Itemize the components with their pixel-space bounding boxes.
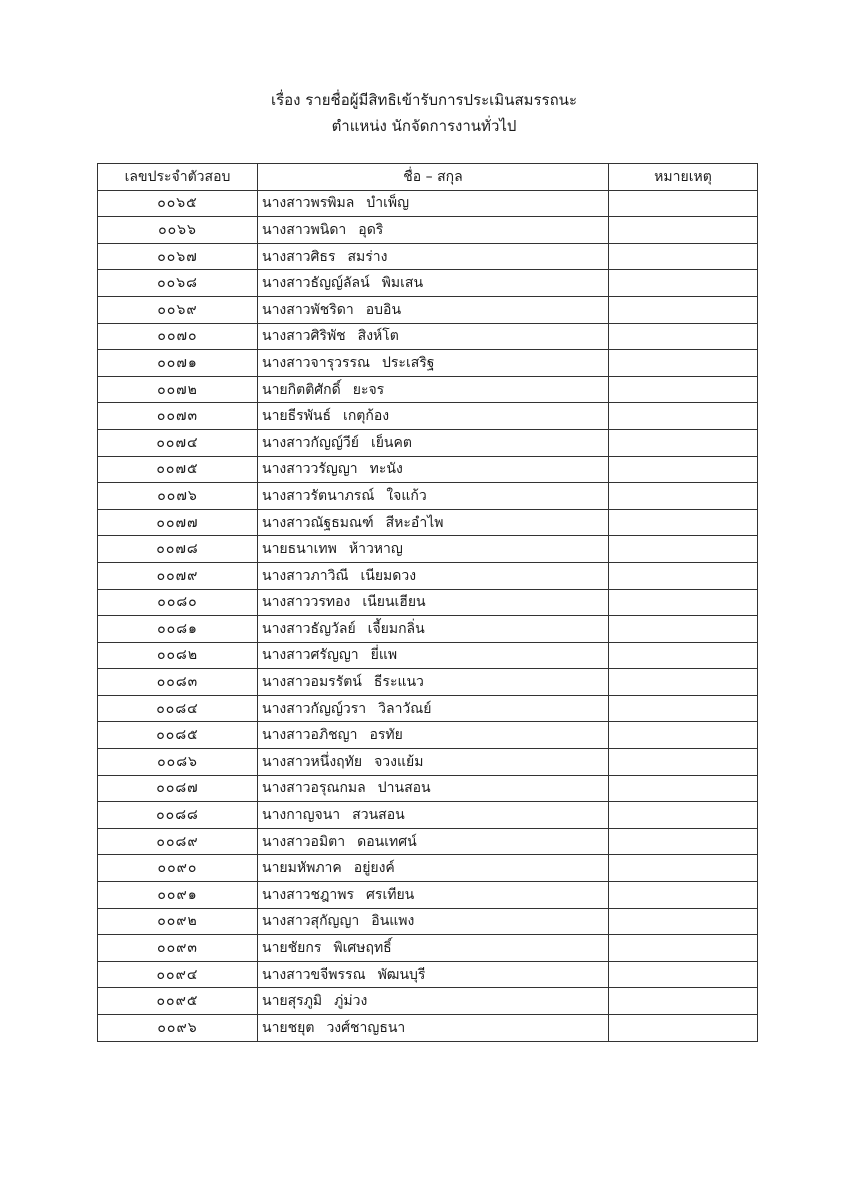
exam-id-cell: ๐๐๘๑ bbox=[98, 616, 258, 643]
table-row bbox=[98, 775, 758, 802]
last-name: บำเพ็ญ bbox=[366, 195, 410, 212]
last-name: อุดริ bbox=[358, 221, 384, 238]
table-row bbox=[98, 855, 758, 882]
full-name-cell bbox=[258, 589, 609, 616]
last-name: สิงห์โต bbox=[357, 328, 399, 345]
table-row bbox=[98, 589, 758, 616]
table-row bbox=[98, 376, 758, 403]
remark-cell bbox=[609, 483, 758, 510]
remark-cell bbox=[609, 882, 758, 909]
exam-id-cell: ๐๐๘๗ bbox=[98, 775, 258, 802]
table-row bbox=[98, 695, 758, 722]
full-name-cell bbox=[258, 376, 609, 403]
first-name: นางสาวพัชริดา bbox=[262, 301, 354, 318]
full-name-cell bbox=[258, 722, 609, 749]
first-name: นายธีรพันธ์ bbox=[262, 408, 332, 425]
table-row bbox=[98, 802, 758, 829]
exam-id-cell: ๐๐๗๖ bbox=[98, 483, 258, 510]
last-name: พัฒนบุรี bbox=[377, 966, 426, 983]
remark-cell bbox=[609, 695, 758, 722]
full-name-cell bbox=[258, 802, 609, 829]
full-name-cell bbox=[258, 828, 609, 855]
first-name: นางสาวหนึ่งฤทัย bbox=[262, 753, 363, 770]
table-row bbox=[98, 669, 758, 696]
last-name: เจี้ยมกลิ่น bbox=[367, 620, 425, 637]
remark-cell bbox=[609, 935, 758, 962]
first-name: นางสาวกัญญ์วีย์ bbox=[262, 434, 359, 451]
first-name: นางสาววรัญญา bbox=[262, 461, 358, 478]
exam-id-cell: ๐๐๗๙ bbox=[98, 562, 258, 589]
exam-id-cell: ๐๐๙๕ bbox=[98, 988, 258, 1015]
header-full-name: ชื่อ – สกุล bbox=[258, 164, 609, 191]
last-name: อินแพง bbox=[371, 913, 415, 930]
last-name: ยี่แพ bbox=[370, 647, 398, 664]
full-name-cell bbox=[258, 403, 609, 430]
remark-cell bbox=[609, 908, 758, 935]
table-row bbox=[98, 323, 758, 350]
exam-id-cell: ๐๐๙๒ bbox=[98, 908, 258, 935]
full-name-cell bbox=[258, 908, 609, 935]
exam-id-cell: ๐๐๗๗ bbox=[98, 509, 258, 536]
table-row bbox=[98, 642, 758, 669]
first-name: นางสาวจารุวรรณ bbox=[262, 354, 371, 371]
full-name-cell bbox=[258, 935, 609, 962]
last-name: ปานสอน bbox=[377, 780, 431, 797]
last-name: ห้าวหาญ bbox=[348, 541, 403, 558]
remark-cell bbox=[609, 642, 758, 669]
table-row bbox=[98, 403, 758, 430]
remark-cell bbox=[609, 403, 758, 430]
remark-cell bbox=[609, 243, 758, 270]
first-name: นางสาวอมรรัตน์ bbox=[262, 674, 362, 691]
remark-cell bbox=[609, 1015, 758, 1042]
first-name: นางสาวสุกัญญา bbox=[262, 913, 360, 930]
exam-id-cell: ๐๐๙๐ bbox=[98, 855, 258, 882]
full-name-cell bbox=[258, 695, 609, 722]
exam-id-cell: ๐๐๗๓ bbox=[98, 403, 258, 430]
header-exam-id: เลขประจำตัวสอบ bbox=[98, 164, 258, 191]
table-row bbox=[98, 828, 758, 855]
remark-cell bbox=[609, 509, 758, 536]
first-name: นางสาวรัตนาภรณ์ bbox=[262, 487, 375, 504]
remark-cell bbox=[609, 270, 758, 297]
last-name: เนียมดวง bbox=[360, 567, 417, 584]
first-name: นางสาวธัญวัลย์ bbox=[262, 620, 356, 637]
table-row bbox=[98, 350, 758, 377]
table-row bbox=[98, 988, 758, 1015]
last-name: วงศ์ชาญธนา bbox=[326, 1019, 406, 1036]
candidate-table bbox=[97, 163, 758, 1042]
first-name: นางสาวชฎาพร bbox=[262, 886, 355, 903]
first-name: นายชัยกร bbox=[262, 940, 322, 957]
last-name: พิเศษฤทธิ์ bbox=[333, 940, 392, 957]
full-name-cell bbox=[258, 429, 609, 456]
full-name-cell bbox=[258, 642, 609, 669]
last-name: สมร่าง bbox=[347, 248, 388, 265]
table-row bbox=[98, 190, 758, 217]
table-row bbox=[98, 456, 758, 483]
first-name: นางสาวศรัญญา bbox=[262, 647, 359, 664]
full-name-cell bbox=[258, 855, 609, 882]
remark-cell bbox=[609, 828, 758, 855]
full-name-cell bbox=[258, 669, 609, 696]
remark-cell bbox=[609, 749, 758, 776]
first-name: นางสาวภาวิณี bbox=[262, 567, 349, 584]
remark-cell bbox=[609, 562, 758, 589]
last-name: ใจแก้ว bbox=[386, 487, 427, 504]
first-name: นางสาวศิริพัช bbox=[262, 328, 346, 345]
first-name: นางสาวอมิตา bbox=[262, 833, 346, 850]
table-row bbox=[98, 270, 758, 297]
remark-cell bbox=[609, 429, 758, 456]
exam-id-cell: ๐๐๖๖ bbox=[98, 217, 258, 244]
remark-cell bbox=[609, 350, 758, 377]
position-title: ตำแหน่ง นักจัดการงานทั่วไป bbox=[331, 117, 517, 135]
exam-id-cell: ๐๐๙๔ bbox=[98, 961, 258, 988]
last-name: สวนสอน bbox=[352, 807, 405, 824]
first-name: นางสาวกัญญ์วรา bbox=[262, 700, 367, 717]
remark-cell bbox=[609, 323, 758, 350]
last-name: ดอนเทศน์ bbox=[357, 833, 417, 850]
table-row bbox=[98, 217, 758, 244]
table-header-row bbox=[98, 164, 758, 191]
exam-id-cell: ๐๐๙๑ bbox=[98, 882, 258, 909]
last-name: จวงแย้ม bbox=[374, 753, 424, 770]
full-name-cell bbox=[258, 961, 609, 988]
full-name-cell bbox=[258, 483, 609, 510]
full-name-cell bbox=[258, 243, 609, 270]
table-row bbox=[98, 722, 758, 749]
first-name: นางสาวอภิชญา bbox=[262, 727, 358, 744]
full-name-cell bbox=[258, 882, 609, 909]
last-name: อรทัย bbox=[369, 727, 403, 744]
exam-id-cell: ๐๐๗๕ bbox=[98, 456, 258, 483]
exam-id-cell: ๐๐๘๖ bbox=[98, 749, 258, 776]
remark-cell bbox=[609, 217, 758, 244]
first-name: นายกิตติศักดิ์ bbox=[262, 381, 341, 398]
full-name-cell bbox=[258, 988, 609, 1015]
table-row bbox=[98, 296, 758, 323]
full-name-cell bbox=[258, 509, 609, 536]
full-name-cell bbox=[258, 456, 609, 483]
last-name: อบอิน bbox=[365, 301, 402, 318]
table-row bbox=[98, 935, 758, 962]
first-name: นางสาวณัฐธมณฑ์ bbox=[262, 514, 374, 531]
full-name-cell bbox=[258, 775, 609, 802]
first-name: นางสาวอรุณกมล bbox=[262, 780, 366, 797]
full-name-cell bbox=[258, 536, 609, 563]
exam-id-cell: ๐๐๘๔ bbox=[98, 695, 258, 722]
first-name: นางกาญจนา bbox=[262, 807, 341, 824]
full-name-cell bbox=[258, 190, 609, 217]
full-name-cell bbox=[258, 323, 609, 350]
first-name: นายธนาเทพ bbox=[262, 541, 337, 558]
exam-id-cell: ๐๐๗๔ bbox=[98, 429, 258, 456]
last-name: ยะจร bbox=[352, 381, 385, 398]
document-title: เรื่อง รายชื่อผู้มีสิทธิเข้ารับการประเมินสมรรถนะ bbox=[270, 91, 577, 109]
first-name: นายมหัพภาค bbox=[262, 860, 342, 877]
exam-id-cell: ๐๐๙๓ bbox=[98, 935, 258, 962]
last-name: วิลาวัณย์ bbox=[378, 700, 432, 717]
table-row bbox=[98, 536, 758, 563]
exam-id-cell: ๐๐๘๐ bbox=[98, 589, 258, 616]
last-name: สีหะอำไพ bbox=[385, 514, 444, 531]
remark-cell bbox=[609, 775, 758, 802]
first-name: นางสาวพรพิมล bbox=[262, 195, 355, 212]
exam-id-cell: ๐๐๖๘ bbox=[98, 270, 258, 297]
remark-cell bbox=[609, 616, 758, 643]
exam-id-cell: ๐๐๖๕ bbox=[98, 190, 258, 217]
header-remark: หมายเหตุ bbox=[609, 164, 758, 191]
last-name: ธีระแนว bbox=[373, 674, 424, 691]
remark-cell bbox=[609, 961, 758, 988]
full-name-cell bbox=[258, 350, 609, 377]
full-name-cell bbox=[258, 270, 609, 297]
first-name: นายชยุต bbox=[262, 1019, 315, 1036]
table-row bbox=[98, 429, 758, 456]
exam-id-cell: ๐๐๗๒ bbox=[98, 376, 258, 403]
table-row bbox=[98, 961, 758, 988]
full-name-cell bbox=[258, 749, 609, 776]
last-name: เนียนเฮียน bbox=[362, 594, 426, 611]
exam-id-cell: ๐๐๗๘ bbox=[98, 536, 258, 563]
exam-id-cell: ๐๐๘๘ bbox=[98, 802, 258, 829]
remark-cell bbox=[609, 296, 758, 323]
first-name: นางสาวศิธร bbox=[262, 248, 336, 265]
remark-cell bbox=[609, 722, 758, 749]
table-row bbox=[98, 509, 758, 536]
first-name: นางสาววรทอง bbox=[262, 594, 351, 611]
table-row bbox=[98, 749, 758, 776]
remark-cell bbox=[609, 589, 758, 616]
remark-cell bbox=[609, 855, 758, 882]
remark-cell bbox=[609, 190, 758, 217]
last-name: ภู่ม่วง bbox=[334, 993, 368, 1010]
table-row bbox=[98, 882, 758, 909]
exam-id-cell: ๐๐๗๑ bbox=[98, 350, 258, 377]
last-name: ทะนัง bbox=[369, 461, 403, 478]
exam-id-cell: ๐๐๘๕ bbox=[98, 722, 258, 749]
table-row bbox=[98, 243, 758, 270]
exam-id-cell: ๐๐๘๓ bbox=[98, 669, 258, 696]
last-name: ศรเทียน bbox=[366, 886, 415, 903]
exam-id-cell: ๐๐๖๗ bbox=[98, 243, 258, 270]
first-name: นางสาวพนิดา bbox=[262, 221, 347, 238]
remark-cell bbox=[609, 802, 758, 829]
remark-cell bbox=[609, 376, 758, 403]
full-name-cell bbox=[258, 1015, 609, 1042]
table-row bbox=[98, 1015, 758, 1042]
first-name: นางสาวธัญญ์ลัลน์ bbox=[262, 275, 370, 292]
exam-id-cell: ๐๐๘๒ bbox=[98, 642, 258, 669]
remark-cell bbox=[609, 669, 758, 696]
exam-id-cell: ๐๐๘๙ bbox=[98, 828, 258, 855]
last-name: เย็นคต bbox=[370, 434, 412, 451]
table-row bbox=[98, 562, 758, 589]
remark-cell bbox=[609, 456, 758, 483]
last-name: พิมเสน bbox=[381, 275, 424, 292]
exam-id-cell: ๐๐๙๖ bbox=[98, 1015, 258, 1042]
last-name: ประเสริฐ bbox=[382, 354, 435, 371]
full-name-cell bbox=[258, 296, 609, 323]
table-row bbox=[98, 616, 758, 643]
last-name: เกตุก้อง bbox=[343, 408, 390, 425]
last-name: อยู่ยงค์ bbox=[353, 860, 395, 877]
remark-cell bbox=[609, 988, 758, 1015]
full-name-cell bbox=[258, 217, 609, 244]
table-row bbox=[98, 908, 758, 935]
exam-id-cell: ๐๐๖๙ bbox=[98, 296, 258, 323]
remark-cell bbox=[609, 536, 758, 563]
first-name: นางสาวขจีพรรณ bbox=[262, 966, 366, 983]
first-name: นายสุรภูมิ bbox=[262, 993, 323, 1010]
full-name-cell bbox=[258, 616, 609, 643]
table-row bbox=[98, 483, 758, 510]
full-name-cell bbox=[258, 562, 609, 589]
exam-id-cell: ๐๐๗๐ bbox=[98, 323, 258, 350]
